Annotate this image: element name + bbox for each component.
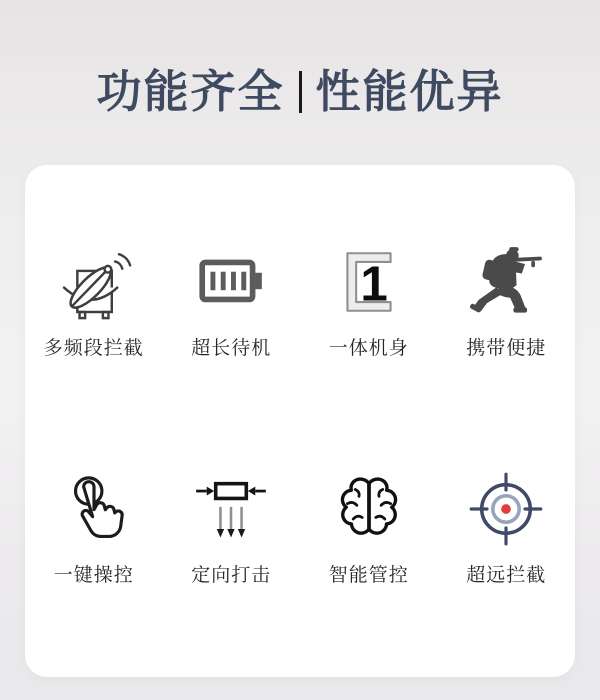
feature-label: 多频段拦截	[43, 338, 144, 360]
feature-onekey	[25, 468, 163, 587]
svg-text:1: 1	[360, 256, 388, 312]
tap-icon	[25, 468, 163, 550]
features-grid	[25, 241, 575, 587]
features-card	[25, 165, 575, 677]
feature-strike	[163, 468, 301, 587]
page-title-right: 性能优异	[315, 66, 504, 117]
feature-label: 一体机身	[328, 338, 409, 360]
feature-standby	[163, 241, 301, 360]
feature-smart	[300, 468, 438, 587]
page-title-left: 功能齐全	[96, 66, 285, 117]
one-piece-body-icon	[300, 241, 438, 323]
feature-label: 一键操控	[53, 565, 134, 587]
feature-portable	[438, 241, 576, 360]
feature-label: 超长待机	[191, 338, 272, 360]
feature-label: 智能管控	[328, 565, 409, 587]
directional-strike-icon	[163, 468, 301, 550]
title-divider	[299, 71, 302, 113]
feature-label: 超远拦截	[466, 565, 547, 587]
target-icon	[438, 468, 576, 550]
feature-label: 定向打击	[191, 565, 272, 587]
brain-icon	[300, 468, 438, 550]
soldier-icon	[438, 241, 576, 323]
feature-label: 携带便捷	[466, 338, 547, 360]
feature-onebody	[300, 241, 438, 360]
battery-icon	[163, 241, 301, 323]
satellite-dish-icon	[25, 241, 163, 323]
feature-longrange	[438, 468, 576, 587]
page-title	[0, 0, 600, 115]
feature-multiband	[25, 241, 163, 360]
